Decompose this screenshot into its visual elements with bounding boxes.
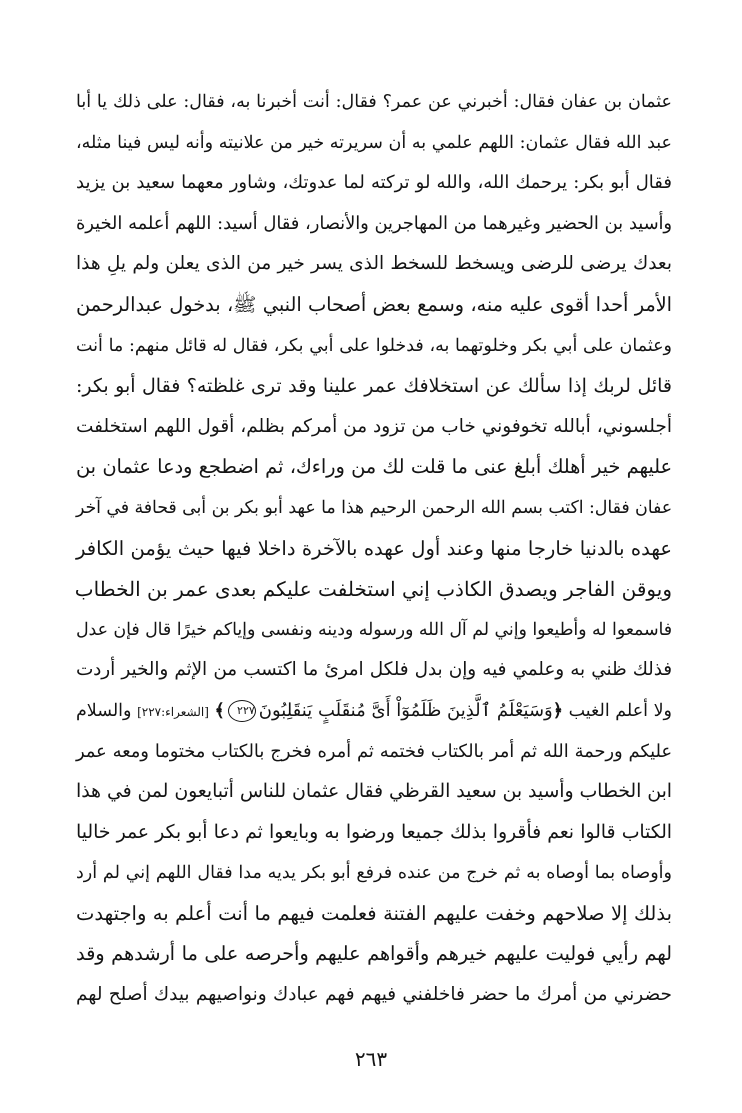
quran-open-bracket: ﴿ [552,700,564,721]
text-line: عثمان بن عفان فقال: أخبرني عن عمر؟ فقال: أنت أخبرنا به، فقال: على ذلك يا أبا [76,92,672,112]
text-line: عليكم ورحمة الله ثم أمر بالكتاب فختمه ثم أمره فخرج بالكتاب مختوما ومعه عمر [76,741,672,762]
text-line: فذلك ظني به وعلمي فيه وإن بدل فلكل امرئ ما اكتسب من الإثم والخير أردت [76,659,672,681]
text-line: ويوقن الفاجر ويصدق الكاذب إني استخلفت عليكم بعدى عمر بن الخطاب [74,577,672,602]
text-line: الكتاب قالوا نعم فأقروا بذلك جميعا ورضوا به وبايعوا ثم دعا أبو بكر عمر خاليا [76,821,672,843]
verse-citation: [الشعراء:٢٢٧] [137,704,209,719]
text-line: حضرني من أمرك ما حضر فاخلفني فيهم فهم عبادك ونواصيهم بيدك أصلح لهم [76,984,672,1006]
text-line: عبد الله فقال عثمان: اللهم علمي به أن سريرته خير من علانيته وأنه ليس فينا مثله، [76,132,672,153]
verse-line-suffix: والسلام [75,700,132,721]
text-line: ابن الخطاب وأسيد بن سعيد القرظي فقال عثمان للناس أتبايعون لمن في هذا [76,781,672,803]
text-line: وعثمان على أبي بكر وخلوتهما به، فدخلوا على أبي بكر، فقال له قائل منهم: ما أنت [76,335,672,356]
verse-line-prefix: ولا أعلم الغيب [568,700,672,721]
text-line: قائل لربك إذا سألك عن استخلافك عمر علينا وقد ترى غلظته؟ فقال أبو بكر: [76,375,672,398]
text-line: وأسيد بن الحضير وغيرهما من المهاجرين والأنصار، فقال أسيد: اللهم أعلمه الخيرة [76,213,672,234]
text-line: فاسمعوا له وأطيعوا وإني لم آل الله ورسوله ودينه ونفسى وإياكم خيرًا قال فإن عدل [76,619,672,640]
text-line: بذلك إلا صلاحهم وخفت عليهم الفتنة فعلمت فيهم ما أنت أعلم به واجتهدت [76,901,672,925]
text-line: عفان فقال: اكتب بسم الله الرحمن الرحيم هذا ما عهد أبو بكر بن أبى قحافة في آخر [75,497,672,518]
text-line: فقال أبو بكر: يرحمك الله، والله لو تركته لما عدوتك، وشاور معهما سعيد بن يزيد [76,172,672,194]
quran-close-bracket: ﴾ [214,700,225,721]
verse-number-badge: ٢٢٧ [228,700,256,722]
body-text [76,82,672,1016]
quran-verse-text: وَسَيَعْلَمُ ٱلَّذِينَ ظَلَمُوٓاْ أَىَّ مُنقَلَبٍ يَنقَلِبُونَ [258,699,553,721]
text-line: عهده بالدنيا خارجا منها وعند أول عهده بالآخرة داخلا فيها حيث يؤمن الكافر [76,536,672,560]
text-line: وأوصاه بما أوصاه به ثم خرج من عنده فرفع أبو بكر يديه مدا فقال اللهم إني لم أرد [76,863,672,884]
page-number: ٢٦٣ [354,1047,388,1071]
text-line: لهم رأيي فوليت عليهم خيرهم وأقواهم عليهم وأحرصه على ما أرشدهم وقد [76,942,672,966]
text-line: بعدك يرضى للرضى ويسخط للسخط الذى يسر خير من الذى يعلن ولم يلِ هذا [76,253,672,275]
text-line: الأمر أحدا أقوى عليه منه، وسمع بعض أصحاب النبي ﷺ، بدخول عبدالرحمن [76,292,672,316]
quran-verse-line [76,691,672,732]
text-line: عليهم خير أهلك أبلغ عنى ما قلت لك من وراءك، ثم اضطجع ودعا عثمان بن [76,455,672,479]
text-line: أجلسوني، أبالله تخوفوني خاب من تزود من أمركم بظلم، أقول اللهم استخلفت [76,415,672,437]
